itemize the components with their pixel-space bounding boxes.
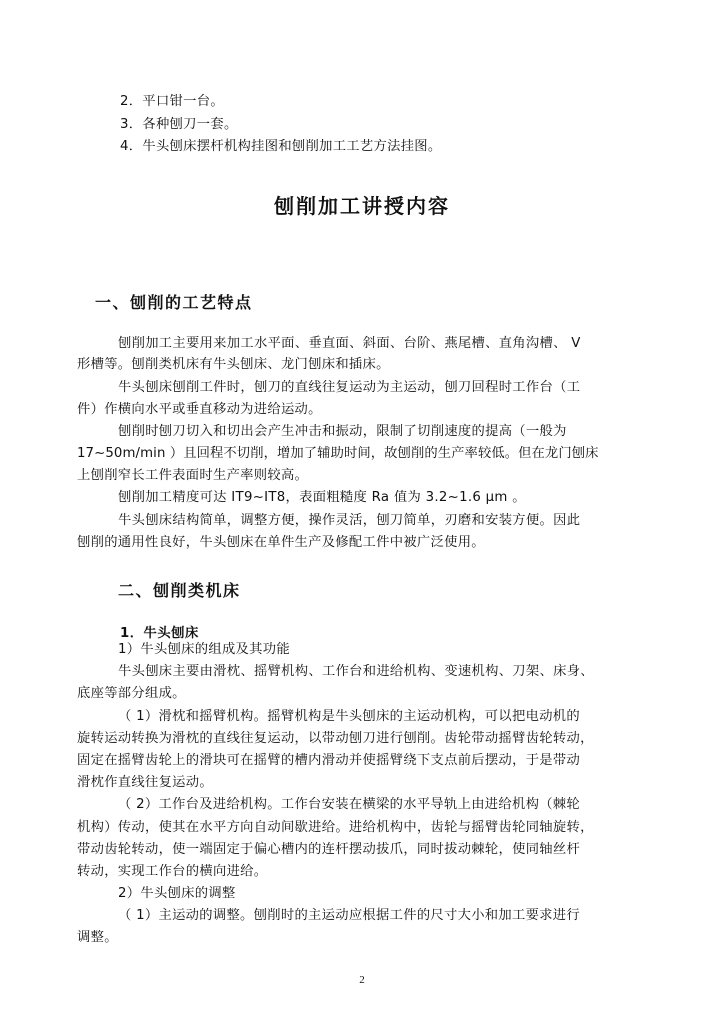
paragraph-line: 上刨削窄长工件表面时生产率则较高。 xyxy=(77,468,309,483)
paragraph-line: 牛头刨床结构简单，调整方便，操作灵活，刨刀简单，刃磨和安装方便。因此 xyxy=(118,513,581,528)
page-number: 2 xyxy=(359,974,365,986)
equipment-item: 4．牛头刨床摆杆机构挂图和刨削加工工艺方法挂图。 xyxy=(120,139,442,154)
paragraph-line: 件）作横向水平或垂直移动为进给运动。 xyxy=(77,402,322,417)
paragraph-line: 2）牛头刨床的调整 xyxy=(118,886,236,901)
equipment-item: 2．平口钳一台。 xyxy=(120,94,224,109)
section-heading: 一、刨削的工艺特点 xyxy=(95,293,253,312)
paragraph-line: 机构）传动，使其在水平方向自动间歇进给。进给机构中，齿轮与摇臂齿轮同轴旋转， xyxy=(77,820,594,835)
subsection-heading: 1．牛头刨床 xyxy=(120,626,199,641)
paragraph-line: （ 1）主运动的调整。刨削时的主运动应根据工件的尺寸大小和加工要求进行 xyxy=(118,908,580,923)
equipment-item: 3．各种刨刀一套。 xyxy=(120,117,238,132)
paragraph-line: （ 1）滑枕和摇臂机构。摇臂机构是牛头刨床的主运动机构，可以把电动机的 xyxy=(118,709,580,724)
section-heading: 二、刨削类机床 xyxy=(118,581,241,600)
paragraph-line: 带动齿轮转动，使一端固定于偏心槽内的连杆摆动拔爪，同时拔动棘轮，使同轴丝杆 xyxy=(77,842,581,857)
paragraph-line: 刨削的通用性良好，牛头刨床在单件生产及修配工件中被广泛使用。 xyxy=(77,535,485,550)
paragraph-line: 转动，实现工作台的横向进给。 xyxy=(77,864,268,879)
paragraph-line: 牛头刨床刨削工件时，刨刀的直线往复运动为主运动，刨刀回程时工作台（工 xyxy=(118,380,581,395)
paragraph-line: 刨削加工精度可达 IT9~IT8，表面粗糙度 Ra 值为 3.2~1.6 μm 。 xyxy=(118,490,526,505)
paragraph-line: 牛头刨床主要由滑枕、摇臂机构、工作台和进给机构、变速机构、刀架、床身、 xyxy=(118,664,594,679)
paragraph-line: 刨削时刨刀切入和切出会产生冲击和振动，限制了切削速度的提高（一般为 xyxy=(118,424,567,439)
paragraph-line: （ 2）工作台及进给机构。工作台安装在横梁的水平导轨上由进给机构（棘轮 xyxy=(118,797,580,812)
paragraph-line: 滑枕作直线往复运动。 xyxy=(77,775,213,790)
paragraph-line: 底座等部分组成。 xyxy=(77,686,186,701)
paragraph-line: 固定在摇臂齿轮上的滑块可在摇臂的槽内滑动并使摇臂绕下支点前后摆动，于是带动 xyxy=(77,753,581,768)
paragraph-line: 17~50m/min ）且回程不切削，增加了辅助时间，故刨削的生产率较低。但在龙门刨床 xyxy=(77,446,599,461)
paragraph-line: 刨削加工主要用来加工水平面、垂直面、斜面、台阶、燕尾槽、直角沟槽、 V xyxy=(118,336,581,351)
paragraph-line: 形槽等。刨削类机床有牛头刨床、龙门刨床和插床。 xyxy=(77,357,390,372)
paragraph-line: 1）牛头刨床的组成及其功能 xyxy=(118,642,290,657)
paragraph-line: 旋转运动转换为滑枕的直线往复运动，以带动刨刀进行刨削。齿轮带动摇臂齿轮转动， xyxy=(77,731,594,746)
page-title: 刨削加工讲授内容 xyxy=(274,194,450,218)
paragraph-line: 调整。 xyxy=(77,930,118,945)
